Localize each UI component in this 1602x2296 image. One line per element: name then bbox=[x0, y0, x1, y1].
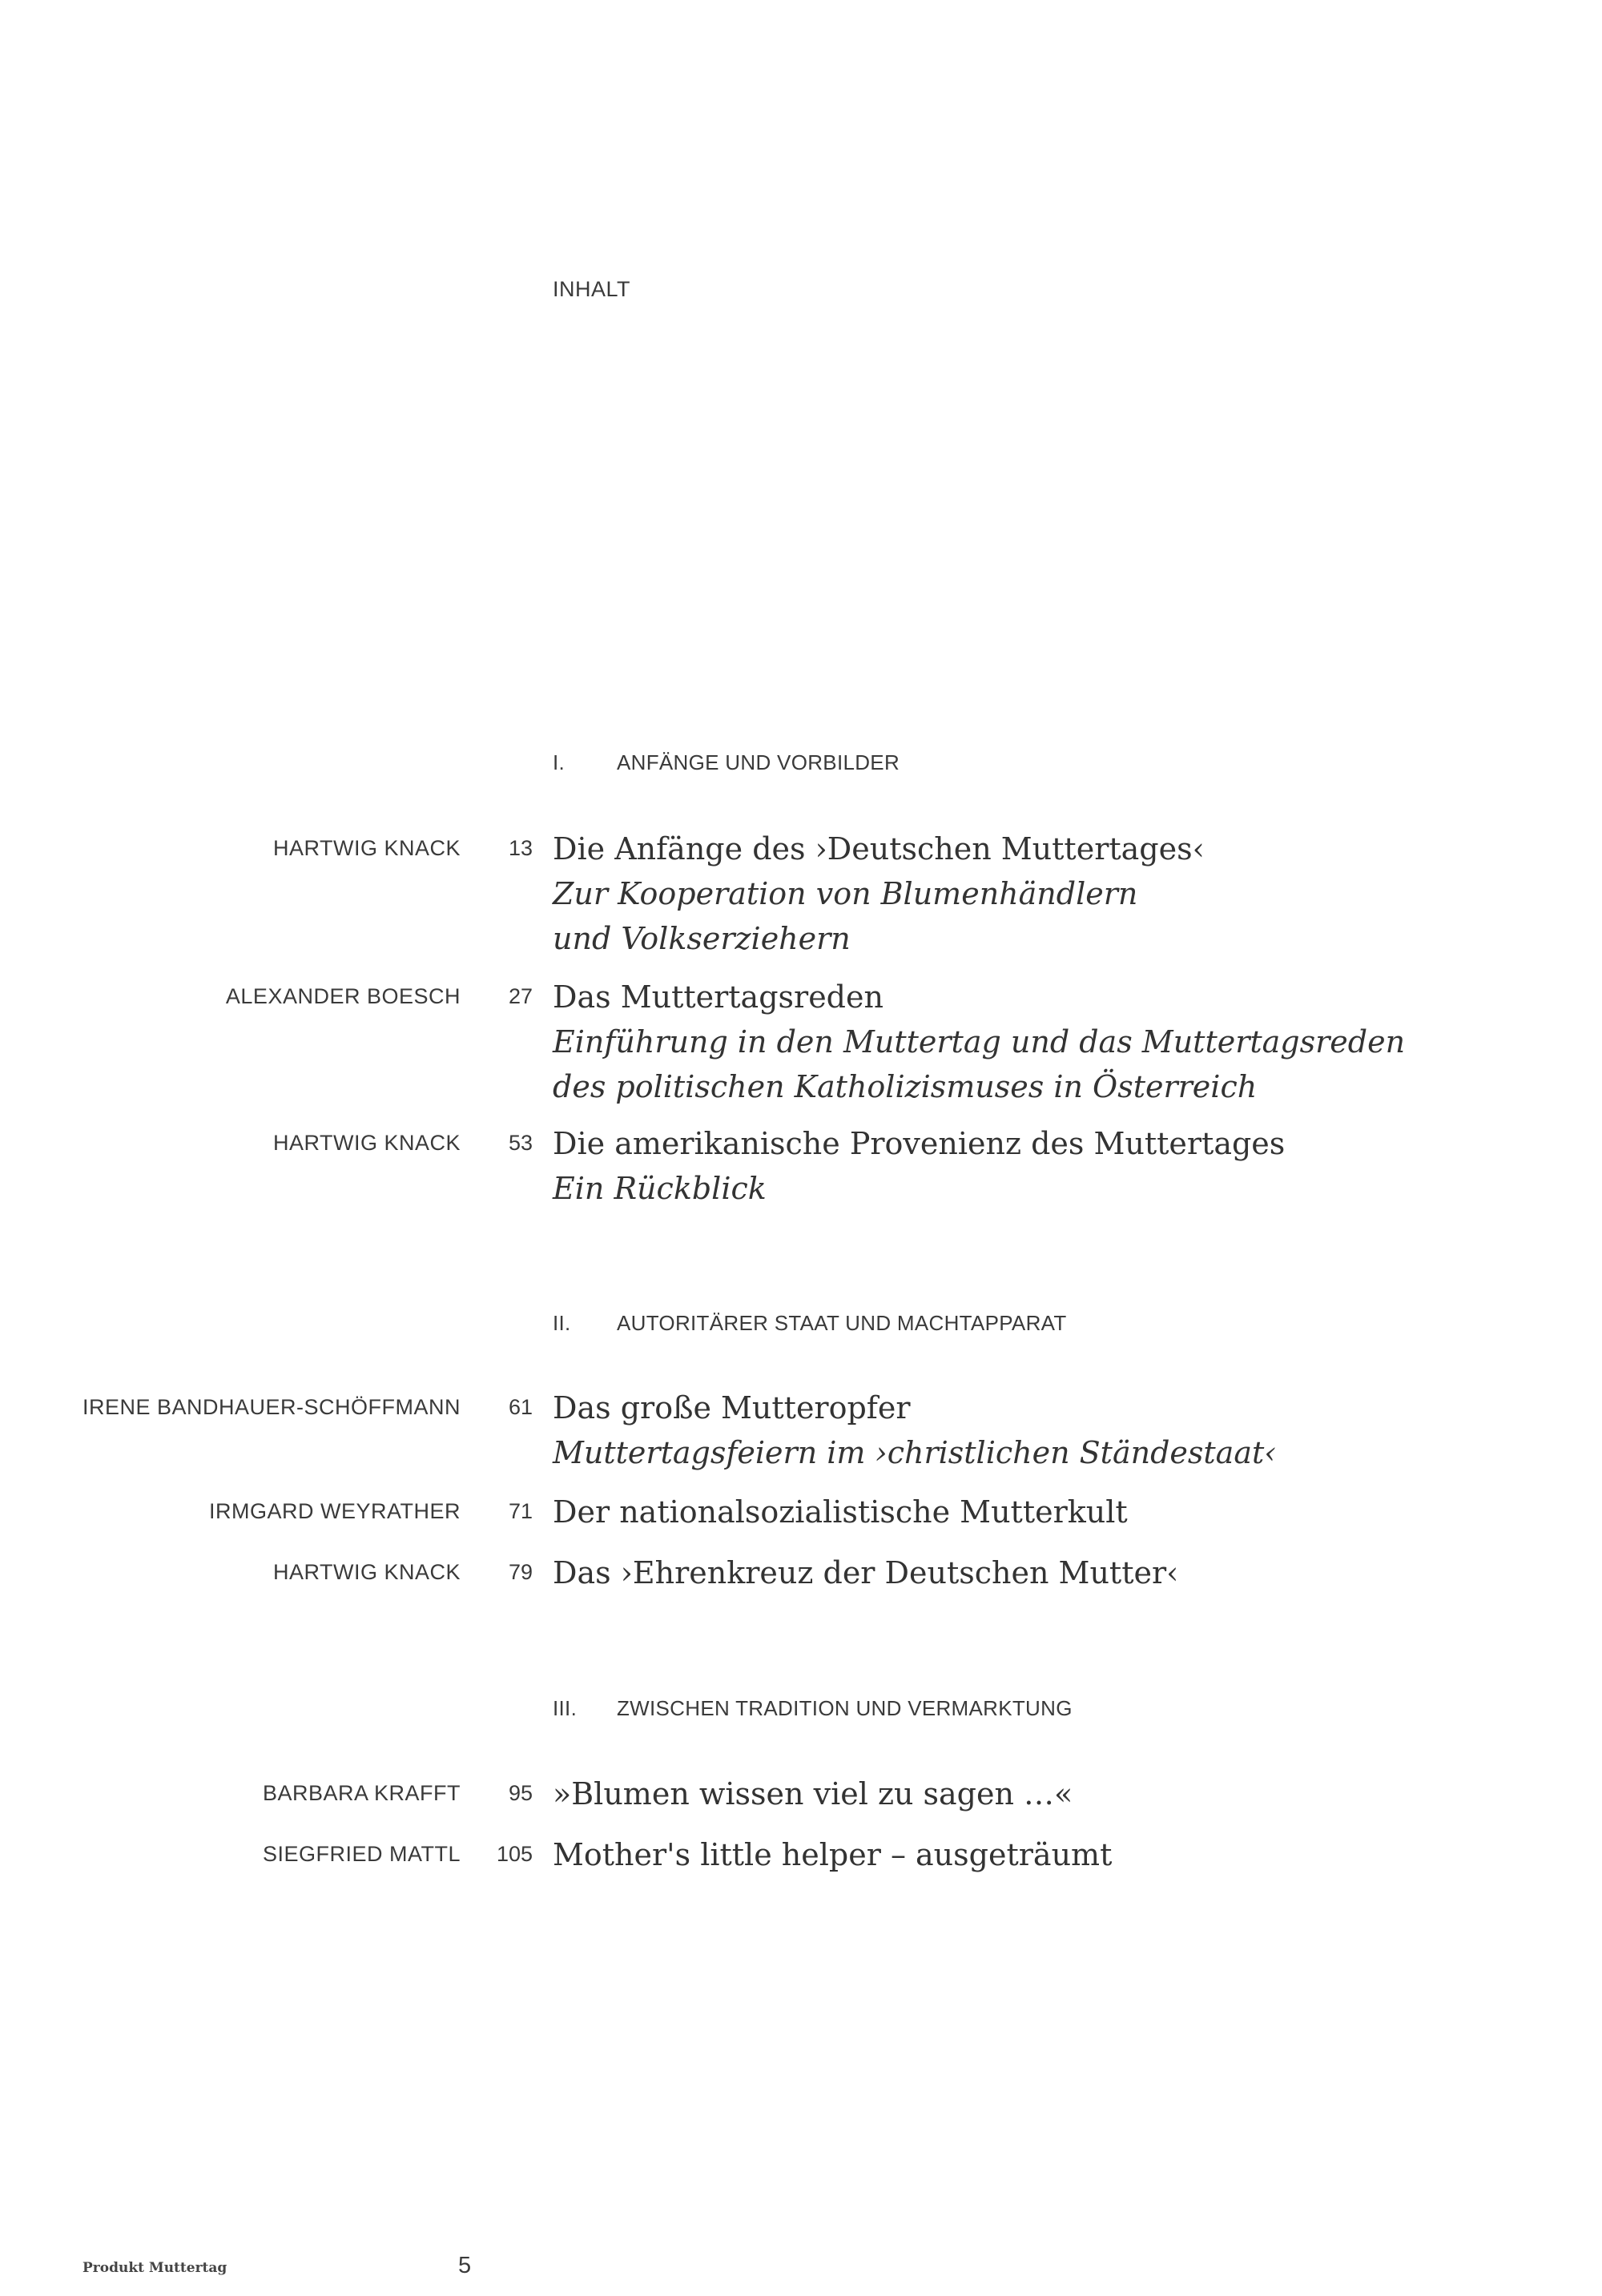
section-header bbox=[553, 750, 900, 775]
entry-page-number: 61 bbox=[508, 1395, 533, 1419]
entry-title-block bbox=[553, 1490, 1128, 1534]
entry-author: BARBARA KRAFFT bbox=[262, 1781, 461, 1805]
entry-subtitle-line: des politischen Katholizismuses in Österreich bbox=[553, 1069, 1258, 1104]
entry-author: HARTWIG KNACK bbox=[272, 1131, 461, 1155]
entry-page-number: 27 bbox=[508, 984, 533, 1008]
entry-subtitle-line: Ein Rückblick bbox=[553, 1171, 767, 1206]
entry-page-number: 79 bbox=[508, 1560, 533, 1584]
entry-author: IRENE BANDHAUER-SCHÖFFMANN bbox=[82, 1395, 461, 1419]
entry-title: Das Muttertagsreden bbox=[553, 979, 884, 1015]
entry-page-number: 13 bbox=[508, 836, 533, 860]
entry-subtitle-line: Zur Kooperation von Blumenhändlern bbox=[553, 876, 1138, 911]
section-header bbox=[553, 1696, 1073, 1721]
footer-book-title: Produkt Muttertag bbox=[83, 2260, 227, 2276]
entry-title: Mother's little helper – ausgeträumt bbox=[553, 1837, 1113, 1872]
section-header bbox=[553, 1311, 1067, 1336]
entry-author: SIEGFRIED MATTL bbox=[262, 1842, 461, 1866]
section-numeral: I. bbox=[553, 750, 566, 774]
entry-title-block bbox=[553, 975, 1405, 1109]
section-title: ANFÄNGE UND VORBILDER bbox=[617, 750, 900, 774]
entry-author: HARTWIG KNACK bbox=[272, 836, 461, 860]
entry-title-block bbox=[553, 1771, 1073, 1816]
entry-author: ALEXANDER BOESCH bbox=[225, 984, 461, 1008]
entry-author: IRMGARD WEYRATHER bbox=[208, 1499, 461, 1523]
entry-author: HARTWIG KNACK bbox=[272, 1560, 461, 1584]
page-heading: INHALT bbox=[553, 277, 631, 301]
entry-title-block bbox=[553, 1550, 1178, 1595]
entry-title-block bbox=[553, 1121, 1285, 1211]
entry-title: Das große Mutteropfer bbox=[553, 1390, 911, 1425]
section-title: ZWISCHEN TRADITION UND VERMARKTUNG bbox=[617, 1696, 1073, 1720]
entry-subtitle-line: Muttertagsfeiern im ›christlichen Ständestaat‹ bbox=[553, 1435, 1277, 1470]
entry-page-number: 53 bbox=[508, 1131, 533, 1155]
entry-title-block bbox=[553, 1832, 1112, 1877]
footer-page-number: 5 bbox=[458, 2253, 472, 2278]
entry-title-block bbox=[553, 1385, 1276, 1475]
entry-title-block bbox=[553, 826, 1205, 961]
entry-title: Der nationalsozialistische Mutterkult bbox=[553, 1494, 1128, 1530]
entry-subtitle-line: Einführung in den Muttertag und das Muttertagsreden bbox=[553, 1024, 1406, 1060]
entry-page-number: 95 bbox=[508, 1781, 533, 1805]
entry-page-number: 105 bbox=[496, 1842, 533, 1866]
entry-title: Die Anfänge des ›Deutschen Muttertages‹ bbox=[553, 831, 1205, 867]
section-numeral: III. bbox=[553, 1696, 578, 1720]
entry-page-number: 71 bbox=[508, 1499, 533, 1523]
entry-title: Das ›Ehrenkreuz der Deutschen Mutter‹ bbox=[553, 1555, 1179, 1590]
section-numeral: II. bbox=[553, 1311, 571, 1335]
entry-title: Die amerikanische Provenienz des Muttertages bbox=[553, 1126, 1286, 1161]
entry-title: »Blumen wissen viel zu sagen …« bbox=[553, 1776, 1073, 1811]
entry-subtitle-line: und Volkserziehern bbox=[553, 921, 851, 956]
section-title: AUTORITÄRER STAAT UND MACHTAPPARAT bbox=[617, 1311, 1067, 1335]
